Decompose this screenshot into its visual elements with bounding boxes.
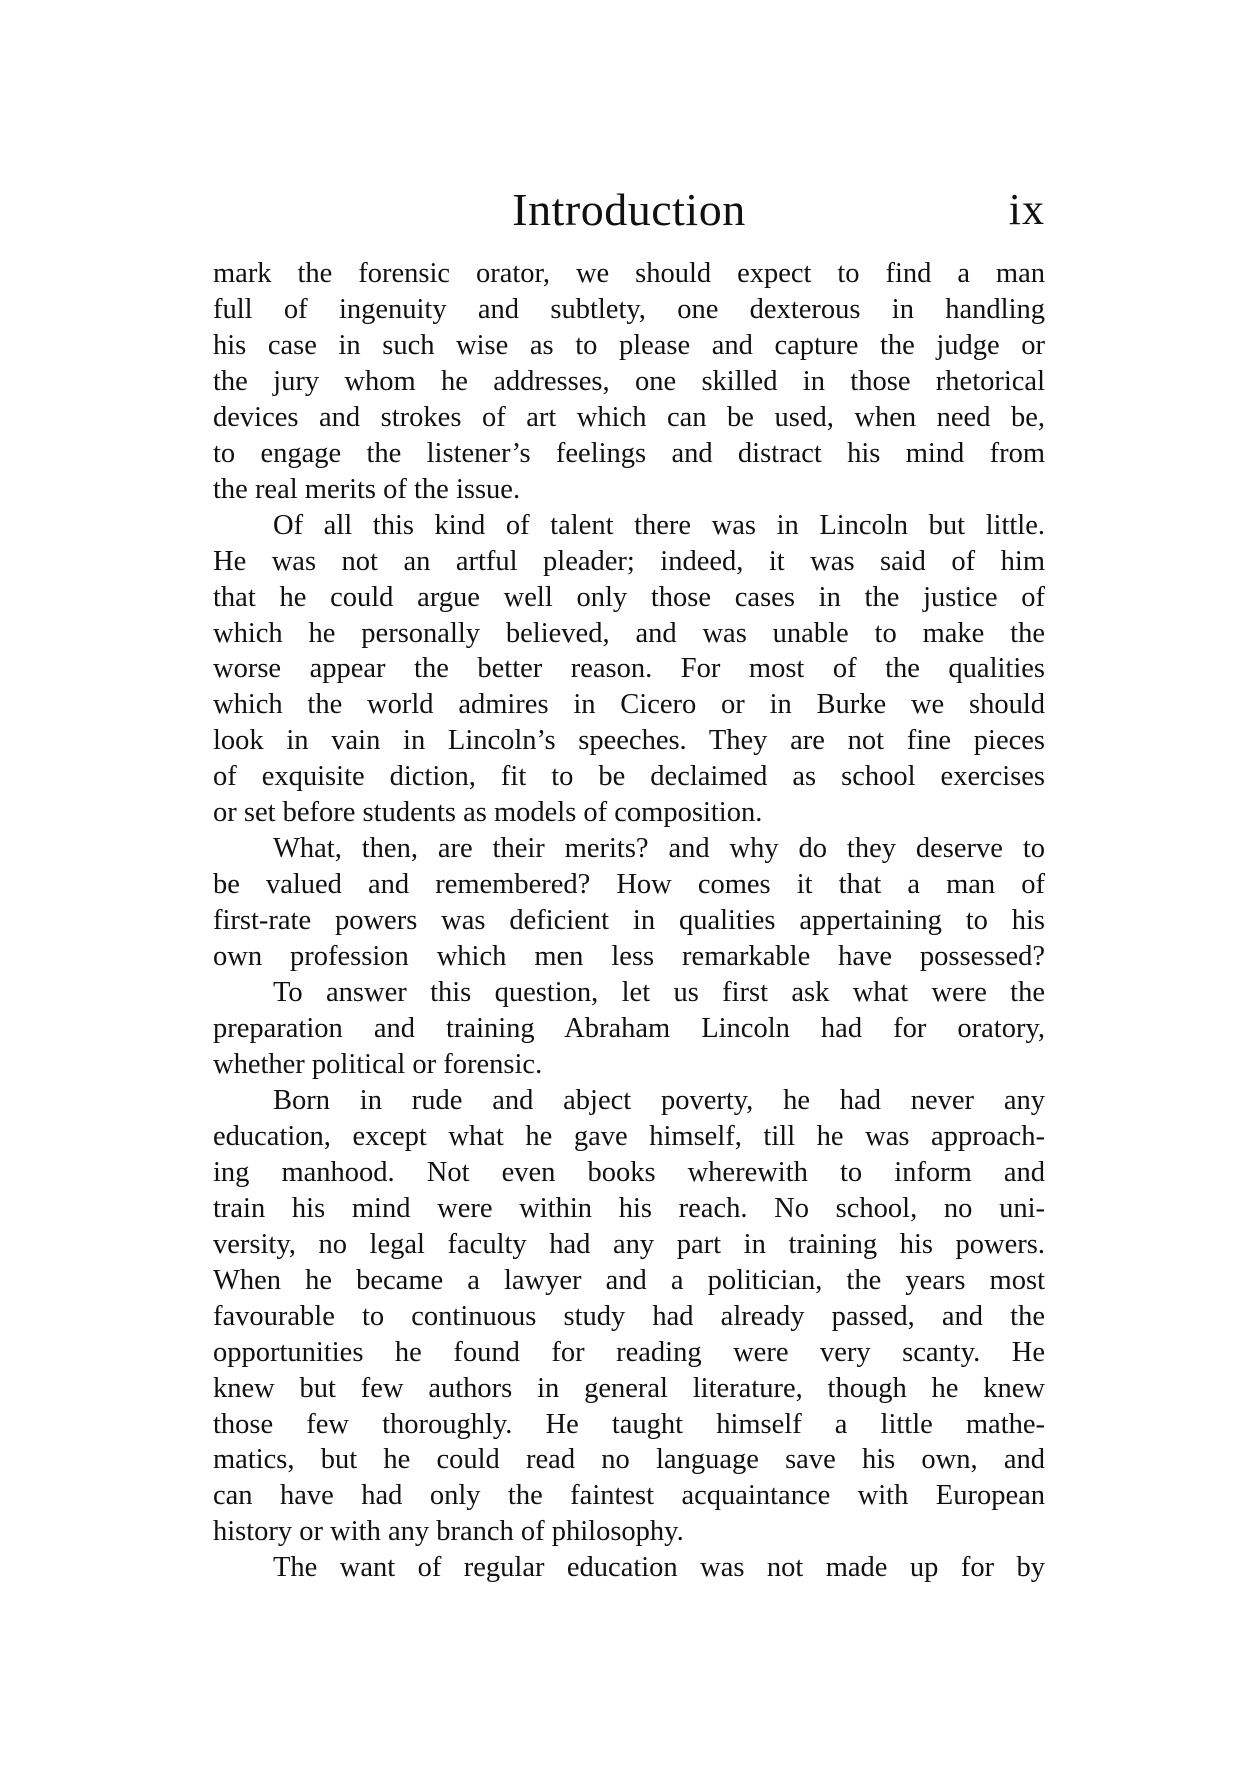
text-line: preparation and training Abraham Lincoln had for oratory, (213, 1013, 1045, 1045)
text-line: first-rate powers was deficient in qualities appertaining to his (213, 905, 1045, 937)
text-line: his case in such wise as to please and capture the judge or (213, 329, 1045, 361)
paragraph-5 (213, 1083, 1045, 1550)
text-line: the real merits of the issue. (213, 473, 521, 505)
text-line: to engage the listener’s feelings and distract his mind from (213, 437, 1045, 469)
text-line: train his mind were within his reach. No school, no uni- (213, 1192, 1045, 1224)
body-text (213, 256, 1045, 1586)
text-line: He was not an artful pleader; indeed, it was said of him (213, 545, 1045, 577)
text-line: education, except what he gave himself, till he was approach- (213, 1120, 1045, 1152)
paragraph-6 (213, 1550, 1045, 1586)
text-line: Born in rude and abject poverty, he had never any (273, 1084, 1045, 1116)
text-line: mark the forensic orator, we should expect to find a man (213, 258, 1045, 289)
text-line: knew but few authors in general literature, though he knew (213, 1372, 1045, 1404)
text-line: own profession which men less remarkable have possessed? (213, 941, 1045, 973)
text-line: of exquisite diction, fit to be declaimed as school exercises (213, 761, 1045, 793)
paragraph-1 (213, 256, 1045, 508)
text-line: versity, no legal faculty had any part in training his powers. (213, 1228, 1045, 1260)
text-line: To answer this question, let us first ask what were the (273, 977, 1045, 1009)
text-line: The want of regular education was not made up for by (273, 1552, 1045, 1584)
text-line: devices and strokes of art which can be used, when need be, (213, 401, 1045, 433)
text-line: Of all this kind of talent there was in Lincoln but little. (273, 509, 1045, 541)
paragraph-2 (213, 508, 1045, 832)
text-line: those few thoroughly. He taught himself a little mathe- (213, 1408, 1045, 1440)
text-line: be valued and remembered? How comes it that a man of (213, 869, 1045, 901)
text-line: matics, but he could read no language save his own, and (213, 1444, 1045, 1476)
text-line: which he personally believed, and was unable to make the (213, 617, 1045, 649)
page-number: ix (1008, 185, 1045, 234)
text-line: favourable to continuous study had already passed, and the (213, 1300, 1045, 1332)
running-title: Introduction (512, 184, 746, 235)
text-line: whether political or forensic. (213, 1048, 543, 1080)
text-line: or set before students as models of composition. (213, 797, 763, 829)
text-line: that he could argue well only those cases in the justice of (213, 581, 1045, 613)
text-line: opportunities he found for reading were very scanty. He (213, 1336, 1045, 1368)
running-head (213, 180, 1045, 240)
text-line: What, then, are their merits? and why do they deserve to (273, 833, 1045, 865)
text-line: which the world admires in Cicero or in Burke we should (213, 689, 1045, 721)
text-line: history or with any branch of philosophy. (213, 1516, 684, 1548)
text-line: ing manhood. Not even books wherewith to inform and (213, 1156, 1045, 1188)
text-line: can have had only the faintest acquaintance with European (213, 1480, 1045, 1512)
text-line: When he became a lawyer and a politician, the years most (213, 1264, 1045, 1296)
paragraph-4 (213, 975, 1045, 1083)
text-line: look in vain in Lincoln’s speeches. They are not fine pieces (213, 725, 1045, 757)
text-line: the jury whom he addresses, one skilled in those rhetorical (213, 365, 1045, 397)
paragraph-3 (213, 831, 1045, 975)
text-line: worse appear the better reason. For most of the qualities (213, 653, 1045, 685)
text-line: full of ingenuity and subtlety, one dexterous in handling (213, 293, 1045, 325)
